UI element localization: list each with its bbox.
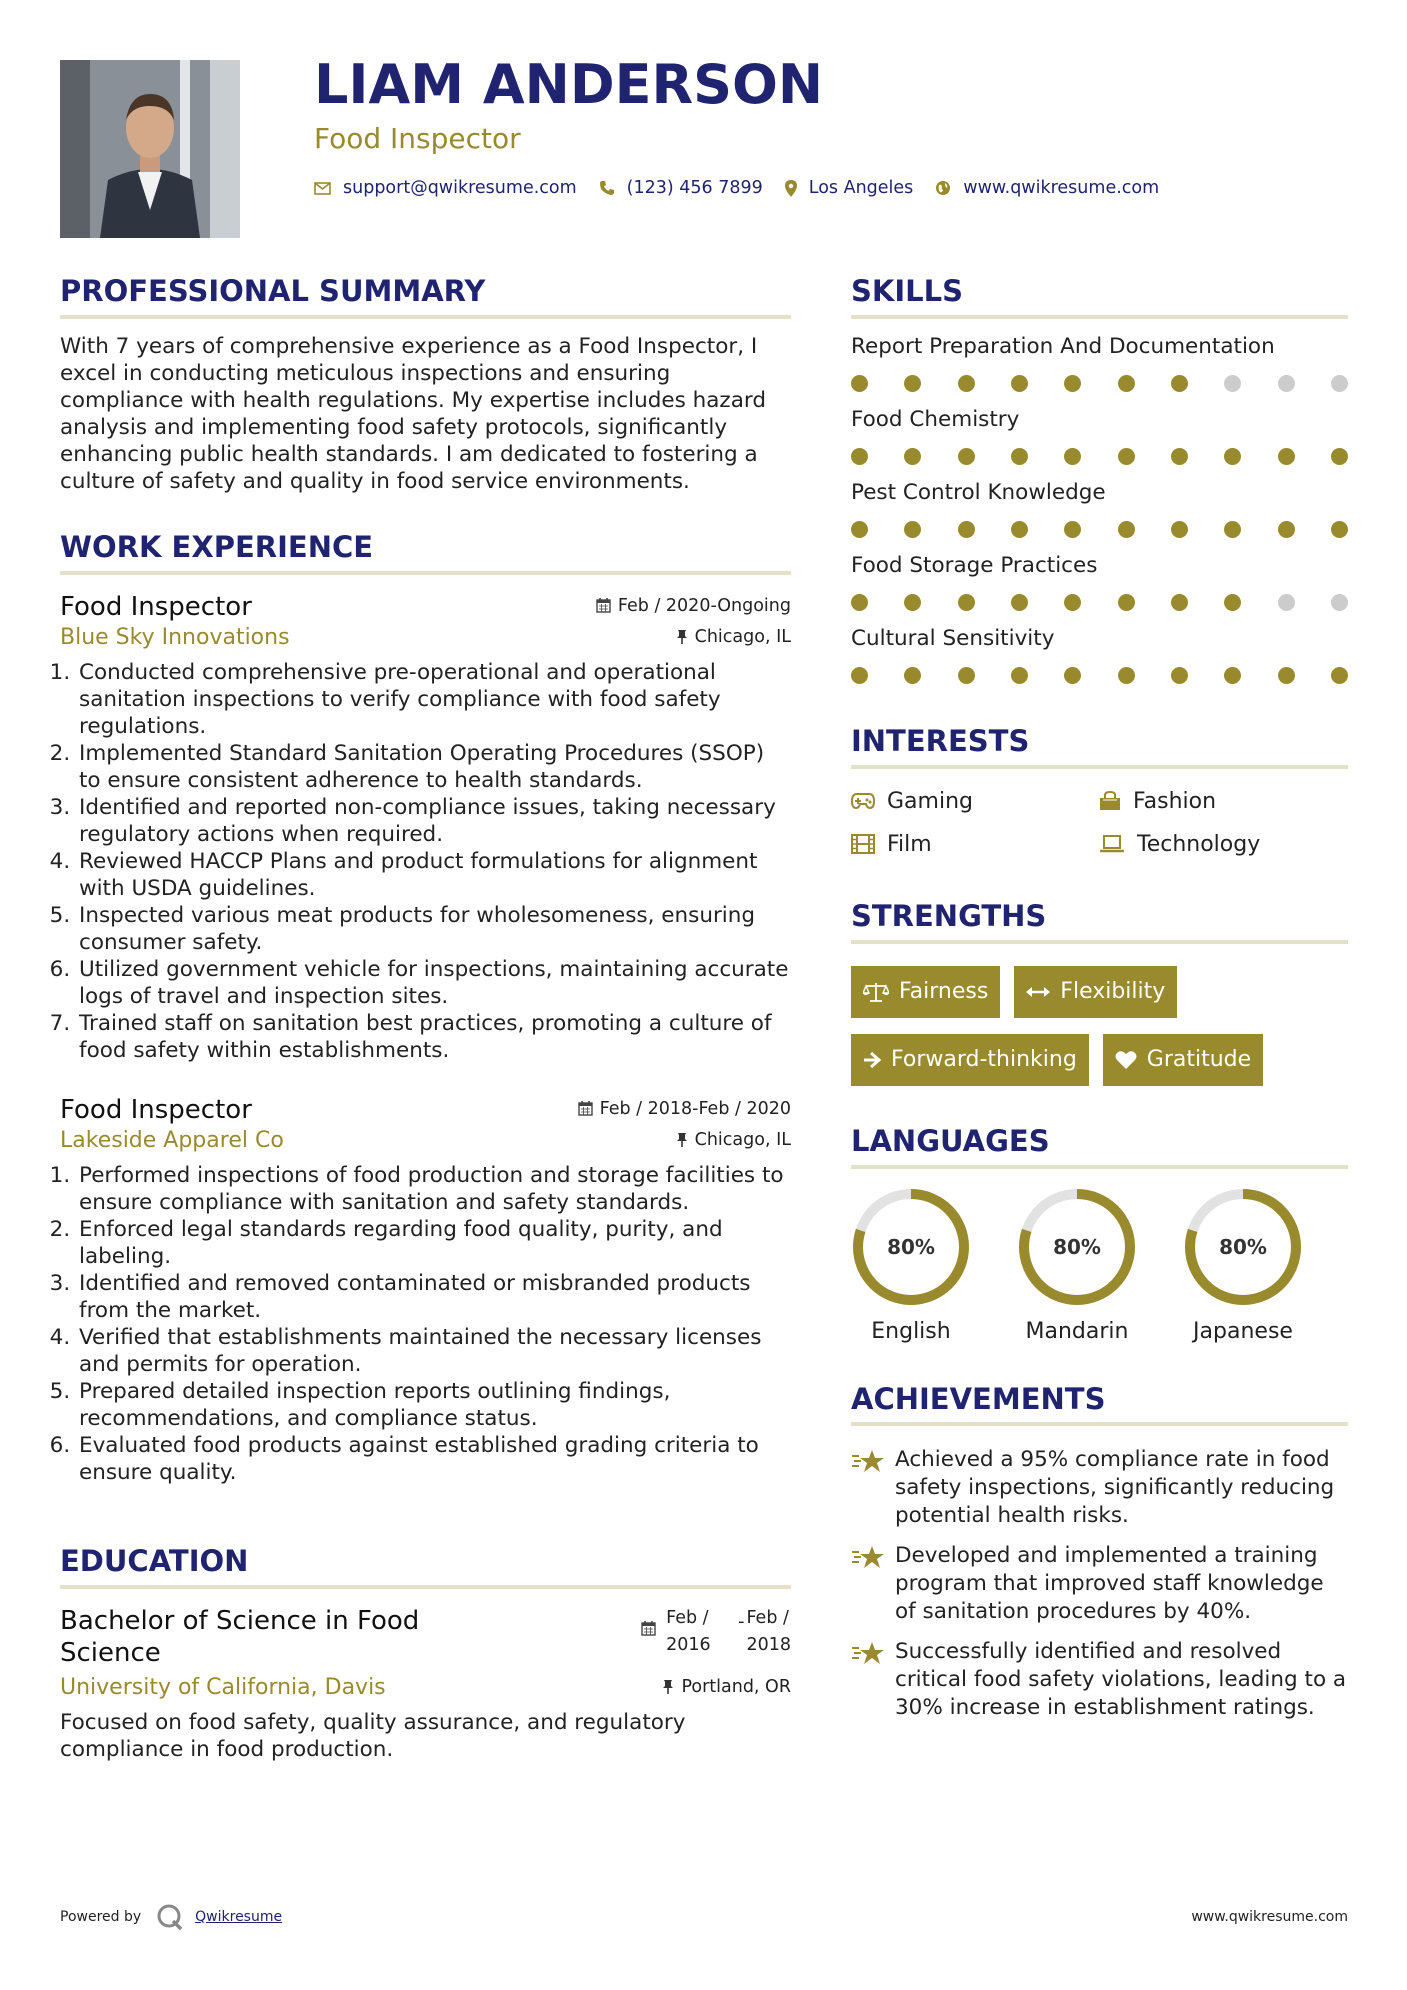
language-name: English	[871, 1318, 951, 1344]
strength-label: Fairness	[899, 979, 989, 1005]
rating-dot-filled	[1011, 521, 1028, 538]
rating-dot-filled	[904, 667, 921, 684]
skill-name: Pest Control Knowledge	[851, 479, 1106, 505]
rating-dot-filled	[1224, 448, 1241, 465]
pushpin-icon	[676, 629, 688, 645]
education-end-year: 2018	[746, 1634, 791, 1655]
skill-rating	[851, 448, 1348, 465]
powered-by-label: Powered by	[60, 1909, 142, 1925]
rating-dot-filled	[1331, 667, 1348, 684]
candidate-name: LIAM ANDERSON	[314, 53, 824, 116]
skill-rating	[851, 594, 1348, 611]
strengths-heading: STRENGTHS	[851, 901, 1348, 944]
skills-heading: SKILLS	[851, 276, 1348, 319]
school-name: University of California, Davis	[60, 1674, 386, 1700]
calendar-icon	[578, 1101, 593, 1116]
languages-heading: LANGUAGES	[851, 1126, 1348, 1169]
education-start-year: 2016	[666, 1634, 711, 1655]
language-ring	[851, 1187, 971, 1307]
job-title: Food Inspector	[60, 1094, 252, 1125]
achievements-heading: ACHIEVEMENTS	[851, 1384, 1348, 1427]
summary-heading: PROFESSIONAL SUMMARY	[60, 276, 791, 319]
rating-dot-empty	[1278, 594, 1295, 611]
list-item: 6. Evaluated food products against established grading criteria to ensure quality.	[77, 1432, 791, 1486]
location-text: Los Angeles	[808, 178, 914, 198]
profile-photo	[60, 60, 240, 238]
pushpin-icon	[676, 1132, 688, 1148]
rating-dot-filled	[1331, 448, 1348, 465]
list-item: 1. Conducted comprehensive pre-operational and operational sanitation inspections to verify compliance with food safety regulations.	[77, 659, 791, 740]
language-item	[851, 1187, 971, 1344]
contact-website[interactable]	[935, 178, 1159, 198]
language-item	[1183, 1187, 1303, 1344]
list-item: 3. Identified and removed contaminated or misbranded products from the market.	[77, 1270, 791, 1324]
education-start-month: Feb /	[666, 1607, 709, 1628]
education-end	[746, 1605, 791, 1659]
skill-item	[851, 333, 1348, 392]
rating-dot-filled	[1011, 594, 1028, 611]
education-location	[662, 1677, 791, 1697]
phone-text: (123) 456 7899	[626, 178, 763, 198]
strength-label: Gratitude	[1146, 1047, 1252, 1073]
education-description: Focused on food safety, quality assurance, and regulatory compliance in food production.	[60, 1709, 686, 1762]
rating-dot-filled	[1064, 594, 1081, 611]
skill-item	[851, 406, 1348, 465]
shooting-star-icon	[851, 1448, 885, 1474]
skill-name: Food Chemistry	[851, 406, 1020, 432]
rating-dot-filled	[958, 375, 975, 392]
arrows-horizontal-icon	[1026, 985, 1050, 999]
achievement-item	[851, 1542, 1348, 1626]
strength-tag	[1014, 966, 1177, 1018]
company-name: Lakeside Apparel Co	[60, 1127, 284, 1153]
strength-label: Forward-thinking	[891, 1047, 1077, 1073]
job-dates-text: Feb / 2018-Feb / 2020	[599, 1098, 791, 1119]
list-item: 2. Enforced legal standards regarding food quality, purity, and labeling.	[77, 1216, 791, 1270]
strength-label: Flexibility	[1060, 979, 1166, 1005]
rating-dot-filled	[1011, 667, 1028, 684]
language-name: Mandarin	[1025, 1318, 1129, 1344]
rating-dot-filled	[904, 521, 921, 538]
interest-item	[1099, 832, 1348, 857]
achievement-item	[851, 1446, 1348, 1530]
skill-item	[851, 625, 1348, 684]
left-column	[60, 276, 791, 1763]
rating-dot-filled	[1224, 521, 1241, 538]
rating-dot-filled	[1331, 521, 1348, 538]
right-column	[851, 276, 1348, 1722]
interests-list	[851, 789, 1348, 857]
list-item: 3. Identified and reported non-compliance issues, taking necessary regulatory actions when required.	[77, 794, 791, 848]
job-dates	[596, 596, 791, 616]
website-text: www.qwikresume.com	[963, 178, 1160, 198]
rating-dot-filled	[1064, 667, 1081, 684]
rating-dot-filled	[958, 448, 975, 465]
rating-dot-filled	[1011, 448, 1028, 465]
calendar-icon	[596, 598, 611, 613]
rating-dot-filled	[1011, 375, 1028, 392]
contact-email[interactable]	[314, 178, 577, 198]
interest-label: Technology	[1137, 831, 1261, 857]
rating-dot-filled	[1064, 521, 1081, 538]
laptop-icon	[1099, 835, 1125, 853]
candidate-title: Food Inspector	[314, 122, 521, 155]
rating-dot-filled	[851, 594, 868, 611]
skill-item	[851, 479, 1348, 538]
rating-dot-filled	[1278, 448, 1295, 465]
gamepad-icon	[851, 793, 875, 809]
interest-item	[1099, 789, 1348, 814]
job-location-text: Chicago, IL	[694, 626, 791, 647]
rating-dot-filled	[1118, 594, 1135, 611]
balance-scale-icon	[863, 982, 889, 1002]
language-percent: 80%	[1219, 1234, 1267, 1259]
powered-by	[60, 1903, 282, 1931]
achievement-item	[851, 1638, 1348, 1722]
language-ring	[1017, 1187, 1137, 1307]
rating-dot-filled	[958, 521, 975, 538]
contact-bar	[314, 178, 1181, 198]
footer	[60, 1903, 1348, 1931]
rating-dot-empty	[1331, 594, 1348, 611]
strength-tag	[851, 966, 1000, 1018]
rating-dot-filled	[1171, 667, 1188, 684]
interest-item	[851, 789, 1099, 814]
education-start	[666, 1605, 738, 1659]
education-heading: EDUCATION	[60, 1546, 791, 1589]
rating-dot-empty	[1331, 375, 1348, 392]
rating-dot-filled	[851, 448, 868, 465]
qwikresume-logo-icon	[155, 1903, 185, 1931]
footer-site[interactable]: www.qwikresume.com	[1191, 1909, 1348, 1925]
shopping-bag-icon	[1099, 791, 1121, 811]
interest-item	[851, 832, 1099, 857]
rating-dot-filled	[851, 667, 868, 684]
experience-heading: WORK EXPERIENCE	[60, 532, 791, 575]
film-icon	[851, 834, 875, 854]
rating-dot-filled	[1064, 375, 1081, 392]
phone-icon	[599, 180, 615, 196]
contact-phone[interactable]	[599, 178, 763, 198]
rating-dot-filled	[904, 594, 921, 611]
heart-icon	[1115, 1050, 1137, 1070]
interest-label: Film	[887, 831, 932, 857]
summary-text: With 7 years of comprehensive experience as a Food Inspector, I excel in conducting meticulous inspections and ensuring compliance with health regulations. My expertise includes hazard analysis and implementing food safety protocols, significantly enhancing public health standards. I am dedicated to fostering a culture of safety and quality in food service environments.	[60, 333, 766, 494]
rating-dot-filled	[851, 375, 868, 392]
strength-tag	[851, 1034, 1089, 1086]
rating-dot-filled	[851, 521, 868, 538]
skill-name: Food Storage Practices	[851, 552, 1098, 578]
job-dates	[578, 1099, 791, 1119]
achievement-text: Successfully identified and resolved critical food safety violations, leading to a 30% increase in establishment ratings.	[895, 1639, 1347, 1721]
achievement-text: Achieved a 95% compliance rate in food safety inspections, significantly reducing potential health risks.	[895, 1447, 1335, 1529]
list-item: 2. Implemented Standard Sanitation Operating Procedures (SSOP) to ensure consistent adherence to health standards.	[77, 740, 791, 794]
strength-tag	[1103, 1034, 1263, 1086]
language-percent: 80%	[887, 1234, 935, 1259]
date-separator: -	[738, 1611, 745, 1632]
education-end-month: Feb /	[746, 1607, 789, 1628]
education-dates	[641, 1605, 791, 1659]
interest-label: Gaming	[887, 788, 973, 814]
job-bullets	[60, 659, 791, 1064]
skills-list	[851, 333, 1348, 684]
skill-name: Report Preparation And Documentation	[851, 333, 1275, 359]
rating-dot-filled	[1171, 521, 1188, 538]
rating-dot-filled	[1278, 521, 1295, 538]
skill-rating	[851, 667, 1348, 684]
globe-icon	[935, 180, 951, 196]
language-item	[1017, 1187, 1137, 1344]
list-item: 4. Verified that establishments maintained the necessary licenses and permits for operation.	[77, 1324, 791, 1378]
arrow-right-icon	[863, 1051, 881, 1069]
list-item: 7. Trained staff on sanitation best practices, promoting a culture of food safety within establishments.	[77, 1010, 791, 1064]
rating-dot-filled	[904, 375, 921, 392]
rating-dot-filled	[1064, 448, 1081, 465]
rating-dot-filled	[904, 448, 921, 465]
rating-dot-filled	[1118, 667, 1135, 684]
rating-dot-filled	[1118, 375, 1135, 392]
skill-item	[851, 552, 1348, 611]
job-location-text: Chicago, IL	[694, 1129, 791, 1150]
contact-location	[785, 178, 914, 198]
language-name: Japanese	[1193, 1318, 1293, 1344]
job-bullets	[60, 1162, 791, 1486]
envelope-icon	[314, 182, 331, 195]
list-item: 6. Utilized government vehicle for inspections, maintaining accurate logs of travel and inspection sites.	[77, 956, 791, 1010]
rating-dot-empty	[1278, 375, 1295, 392]
list-item: 4. Reviewed HACCP Plans and product formulations for alignment with USDA guidelines.	[77, 848, 791, 902]
pushpin-icon	[662, 1679, 674, 1695]
language-ring	[1183, 1187, 1303, 1307]
list-item: 5. Prepared detailed inspection reports outlining findings, recommendations, and compliance status.	[77, 1378, 791, 1432]
job-location	[676, 627, 791, 647]
degree-title: Bachelor of Science in Food Science	[60, 1605, 420, 1668]
rating-dot-filled	[958, 667, 975, 684]
skill-name: Cultural Sensitivity	[851, 625, 1055, 651]
shooting-star-icon	[851, 1640, 885, 1666]
company-name: Blue Sky Innovations	[60, 624, 290, 650]
rating-dot-filled	[1224, 594, 1241, 611]
job-entry	[60, 591, 791, 1064]
achievement-text: Developed and implemented a training program that improved staff knowledge of sanitation procedures by 40%.	[895, 1543, 1324, 1625]
languages-list	[851, 1187, 1348, 1344]
rating-dot-filled	[1118, 448, 1135, 465]
map-pin-icon	[785, 180, 797, 197]
calendar-icon	[641, 1621, 656, 1636]
language-percent: 80%	[1053, 1234, 1101, 1259]
rating-dot-filled	[958, 594, 975, 611]
skill-rating	[851, 521, 1348, 538]
interests-heading: INTERESTS	[851, 726, 1348, 769]
rating-dot-filled	[1278, 667, 1295, 684]
job-dates-text: Feb / 2020-Ongoing	[617, 595, 791, 616]
rating-dot-filled	[1171, 375, 1188, 392]
shooting-star-icon	[851, 1544, 885, 1570]
achievements-list	[851, 1446, 1348, 1722]
list-item: 1. Performed inspections of food production and storage facilities to ensure compliance with sanitation and safety standards.	[77, 1162, 791, 1216]
rating-dot-filled	[1224, 667, 1241, 684]
list-item: 5. Inspected various meat products for wholesomeness, ensuring consumer safety.	[77, 902, 791, 956]
interest-label: Fashion	[1133, 788, 1217, 814]
job-location	[676, 1130, 791, 1150]
qwikresume-link[interactable]: Qwikresume	[195, 1909, 283, 1925]
job-title: Food Inspector	[60, 591, 252, 622]
rating-dot-filled	[1171, 448, 1188, 465]
skill-rating	[851, 375, 1348, 392]
education-location-text: Portland, OR	[681, 1676, 791, 1697]
rating-dot-filled	[1118, 521, 1135, 538]
rating-dot-filled	[1171, 594, 1188, 611]
job-entry	[60, 1094, 791, 1486]
education-entry	[60, 1605, 791, 1763]
strengths-list	[851, 966, 1348, 1102]
email-text: support@qwikresume.com	[343, 178, 577, 198]
rating-dot-empty	[1224, 375, 1241, 392]
